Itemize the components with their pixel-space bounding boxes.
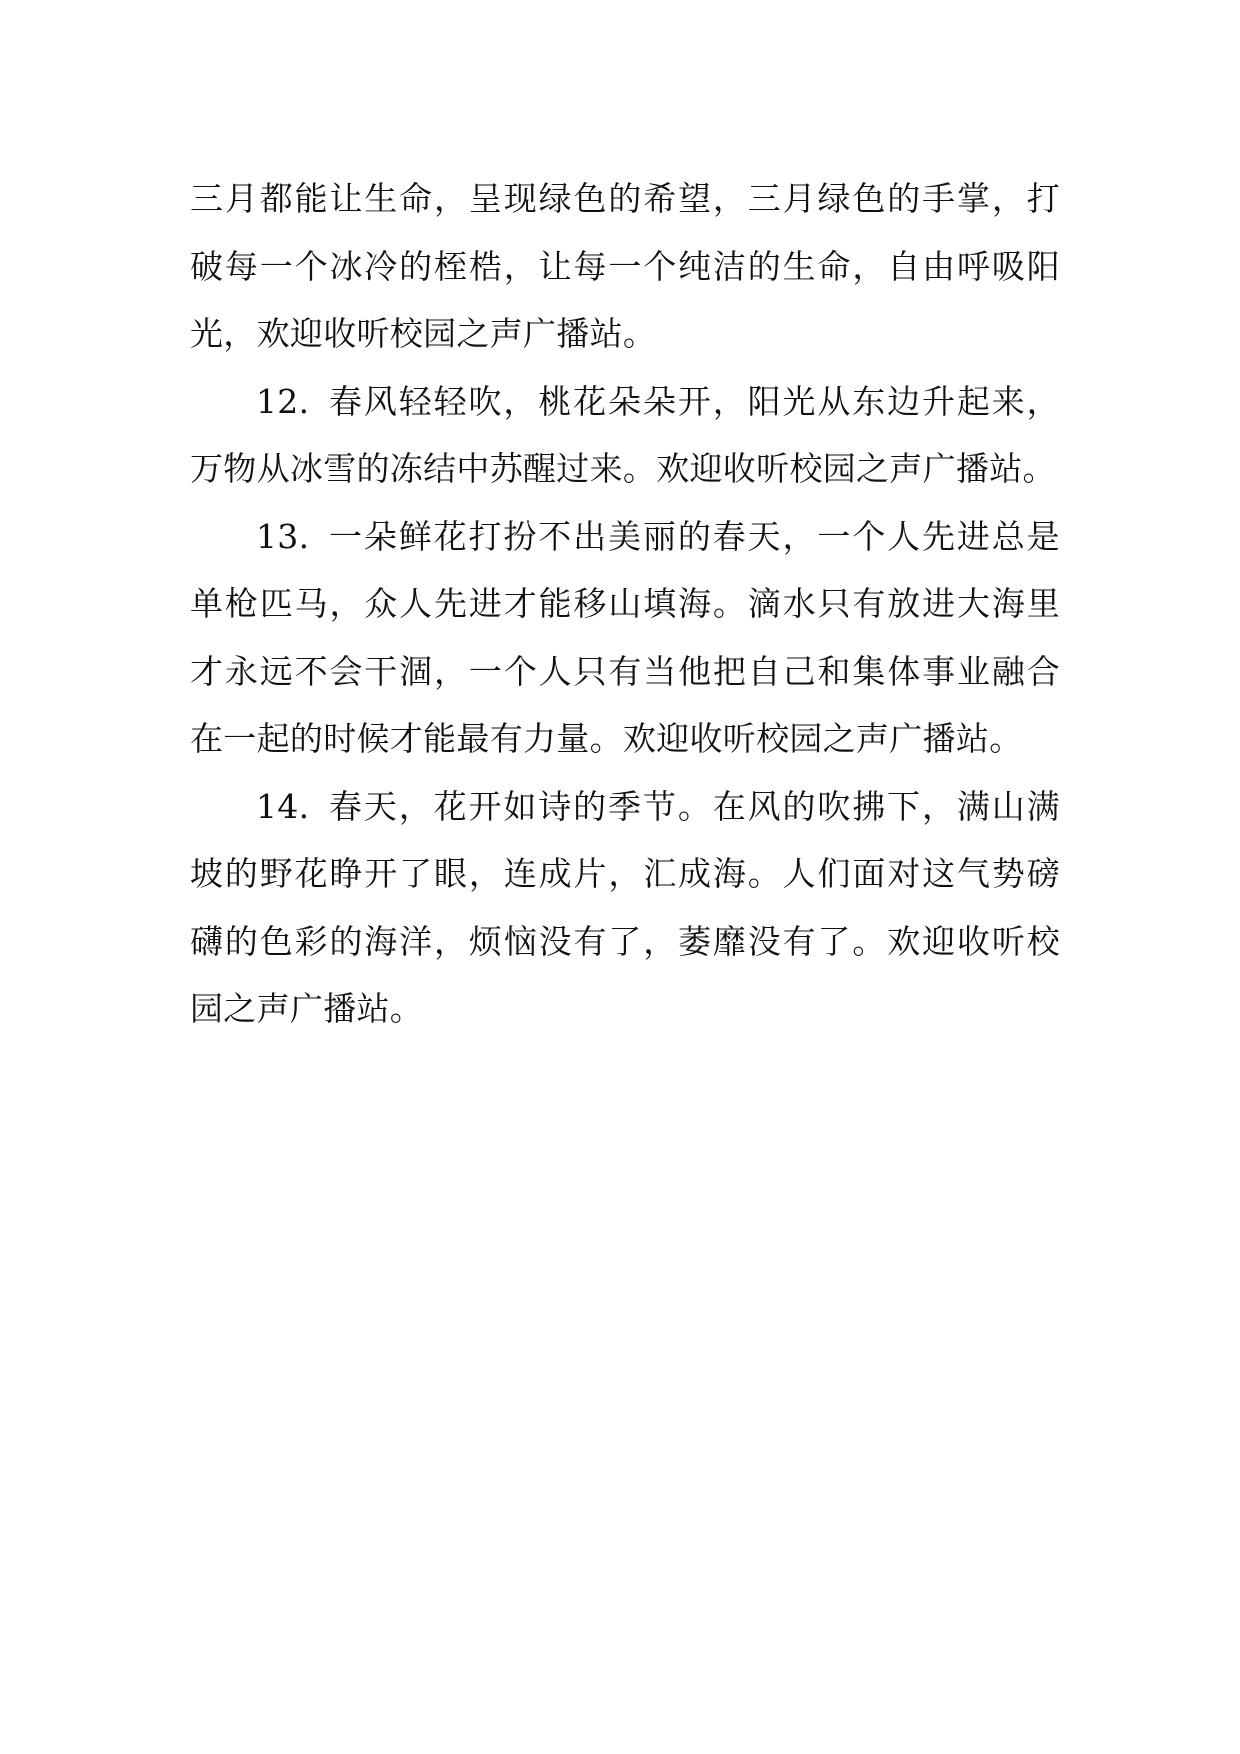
text-line: 破每一个冰冷的桎梏，让每一个纯洁的生命，自由呼吸阳 — [190, 246, 1060, 286]
text-line-first — [190, 503, 1060, 571]
text-line-content: 春天，花开如诗的季节。在风的吹拂下，满山满 — [327, 786, 1060, 826]
text-line-content: 春风轻轻吹，桃花朵朵开，阳光从东边升起来， — [327, 381, 1060, 421]
text-line: 园之声广播站。 — [190, 989, 424, 1028]
text-line: 三月都能让生命，呈现绿色的希望，三月绿色的手掌，打 — [190, 179, 1060, 218]
text-line-first — [190, 368, 1060, 436]
text-line: 礴的色彩的海洋，烦恼没有了，萎靡没有了。欢迎收听校 — [190, 921, 1060, 961]
document-body — [190, 165, 1060, 1043]
text-line-first — [190, 773, 1060, 841]
text-line: 坡的野花睁开了眼，连成片，汇成海。人们面对这气势磅 — [190, 854, 1060, 893]
text-line: 万物从冰雪的冻结中苏醒过来。欢迎收听校园之声广播站。 — [190, 449, 1056, 488]
paragraph-12 — [190, 368, 1060, 503]
paragraph-number: 14. — [256, 786, 310, 826]
paragraph-number: 12. — [256, 381, 310, 421]
text-line: 光，欢迎收听校园之声广播站。 — [190, 314, 657, 353]
paragraph-14 — [190, 773, 1060, 1043]
text-line: 在一起的时候才能最有力量。欢迎收听校园之声广播站。 — [190, 719, 1023, 758]
paragraph-13 — [190, 503, 1060, 773]
text-line: 才永远不会干涸，一个人只有当他把自己和集体事业融合 — [190, 651, 1060, 691]
text-line-content: 一朵鲜花打扮不出美丽的春天，一个人先进总是 — [327, 516, 1060, 556]
paragraph-continuation — [190, 165, 1060, 368]
text-line: 单枪匹马，众人先进才能移山填海。滴水只有放进大海里 — [190, 584, 1060, 623]
paragraph-number: 13. — [256, 516, 310, 556]
